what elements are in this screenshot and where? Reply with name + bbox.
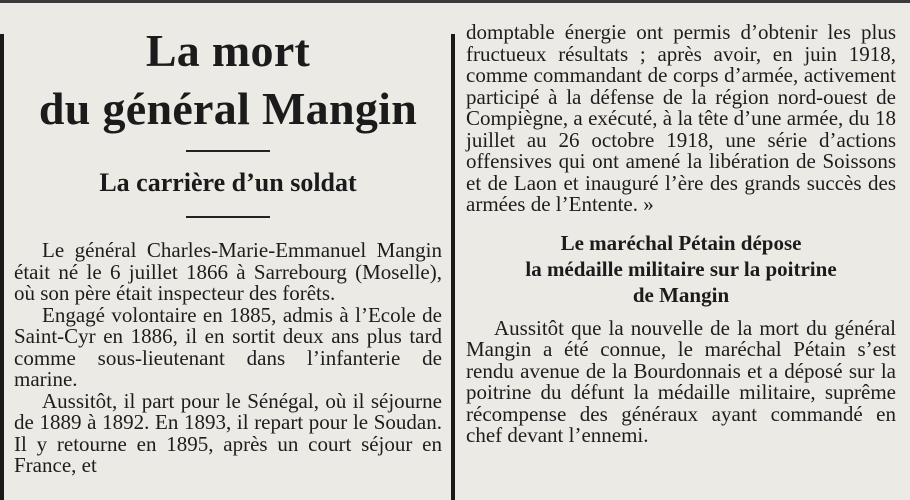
section-heading-line-2: la médaille militaire sur la poitrine xyxy=(525,256,837,281)
paragraph: Le général Charles-Marie-Emmanuel Mangin était né le 6 juillet 1866 à Sarrebourg (Moselle), où son père était inspecteur des forêts. xyxy=(14,238,442,305)
right-column-body xyxy=(466,22,896,216)
article-subhead: La carrière d’un soldat xyxy=(99,168,357,197)
section-body xyxy=(466,315,896,447)
section-heading-line-3: de Mangin xyxy=(632,282,730,307)
paragraph: Aussitôt, il part pour le Sénégal, où il séjourne de 1889 à 1892. En 1893, il repart pour le Soudan. Il y retourne en 1895, après un court séjour en France, et xyxy=(14,388,442,477)
right-column xyxy=(466,22,896,447)
column-divider-rule xyxy=(451,34,455,500)
paragraph: Engagé volontaire en 1885, admis à l’Ecole de Saint-Cyr en 1886, il en sortit deux ans plus tard comme sous-lieutenant dans l’infanterie de marine. xyxy=(14,302,442,391)
paragraph-continued: domptable énergie ont permis d’obtenir les plus fructueux résultats ; après avoir, en juin 1918, comme commandant de corps d’armée, activement participé à la défense de la région nord-ouest de Compiègne, a exécuté, à la tête d’une armée, du 18 juillet au 26 octobre 1918, une série d’actions offensives qui ont amené la libération de Soissons et de Laon et inauguré l’ère des grands succès des armées de l’Entente. » xyxy=(466,20,896,216)
article-headline xyxy=(14,22,442,138)
left-column xyxy=(14,22,442,477)
headline-line-1: La mort xyxy=(145,25,311,76)
subhead-divider xyxy=(186,216,270,218)
left-column-body xyxy=(14,240,442,477)
section-heading-line-1: Le maréchal Pétain dépose xyxy=(560,230,802,255)
section-heading xyxy=(466,230,896,308)
paragraph: Aussitôt que la nouvelle de la mort du général Mangin a été connue, le maréchal Pétain s’est rendu avenue de la Bourdonnais et a déposé sur la poitrine du défunt la médaille militaire, suprême récompense des généraux ayant commandé en chef devant l’ennemi. xyxy=(466,315,896,447)
left-edge-rule xyxy=(0,34,4,500)
top-border-rule xyxy=(0,0,910,12)
headline-divider xyxy=(186,150,270,152)
headline-line-2: du général Mangin xyxy=(38,83,418,134)
